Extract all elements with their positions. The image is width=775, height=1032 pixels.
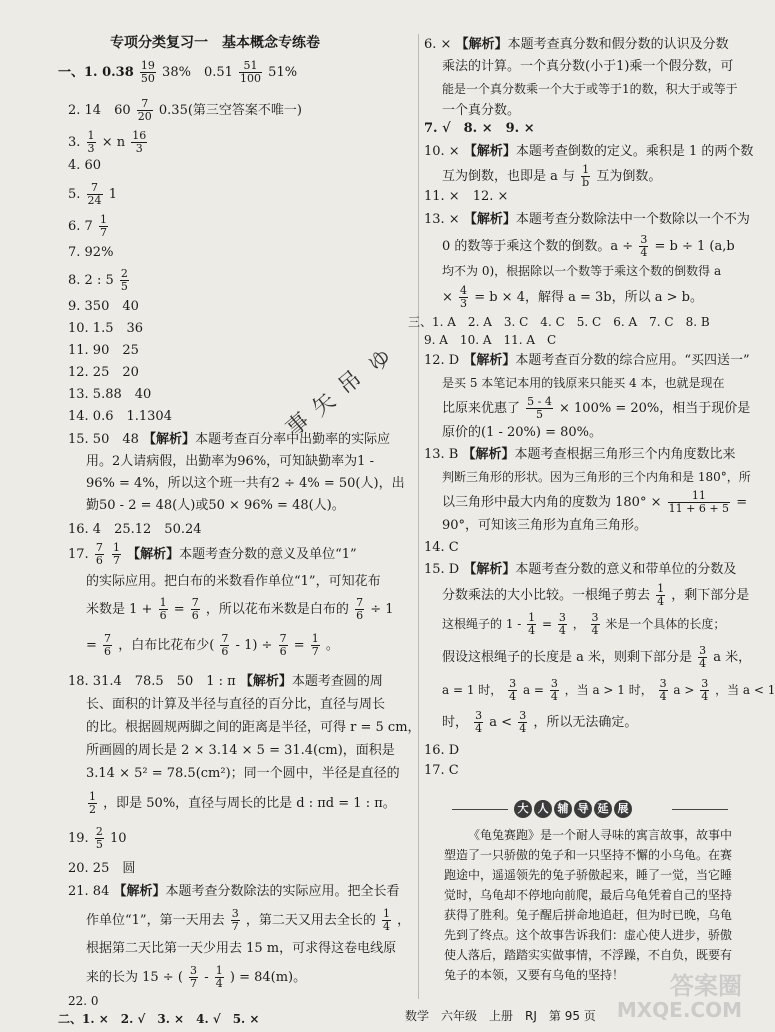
- handwriting-mark: ゆ: [363, 344, 397, 378]
- answer-12: 12. 25 20: [68, 365, 139, 380]
- answer-18-line: 的比。根据圆规两脚之间的距离是半径，可得 r = 5 cm，: [86, 720, 421, 735]
- answer-14: 14. 0.6 1.1304: [68, 409, 172, 424]
- answer-r6-line: 能是一个真分数乘一个大于或等于1的数，积大于或等于: [442, 82, 738, 96]
- section-2-answers: 二、1. × 2. √ 3. × 4. √ 5. ×: [58, 1012, 260, 1026]
- answer-r13b-line: 90°，可知该三角形为直角三角形。: [442, 518, 648, 533]
- section-3-answers-b: 9. A 10. A 11. A C: [424, 333, 557, 347]
- adviser-extension-header: [432, 800, 732, 818]
- answer-17: 17. $\frac{7}{6}$ $\frac{1}{7}$ 【解析】本题考查分数的意义及单位“1”: [68, 541, 357, 567]
- answer-20: 20. 25 圆: [68, 861, 136, 876]
- page-footer: 数学 六年级 上册 RJ 第 95 页: [405, 1009, 596, 1023]
- answer-r13-line: 0 的数等于乘这个数的倒数。a ÷ $\frac{3}{4}$ = b ÷ 1 (a,b: [442, 233, 735, 259]
- answer-15-line: 96% = 4%，所以这个班一共有2 ÷ 4% = 50(人)，出: [86, 476, 405, 491]
- answer-19: 19. $\frac{2}{5}$ 10: [68, 825, 127, 851]
- answer-r6-line: 一个真分数。: [442, 103, 521, 118]
- answer-r15: 15. D 【解析】本题考查分数的意义和带单位的分数及: [424, 562, 737, 577]
- answer-r15-line: 这根绳子的 1 - $\frac{1}{4}$ = $\frac{3}{4}$ ， $\frac{3}{4}$ 米是一个具体的长度；: [442, 611, 726, 637]
- answer-r14: 14. C: [424, 540, 459, 555]
- answer-r10: 10. × 【解析】本题考查倒数的定义。乘积是 1 的两个数: [424, 144, 754, 159]
- answer-18-line: 3.14 × 5² = 78.5(cm²)；同一个圆中，半径是直径的: [86, 766, 400, 781]
- handwriting-mark: 矢: [307, 388, 341, 422]
- answer-15-line: 用。2人请病假，出勤率为96%，可知缺勤率为1 -: [86, 454, 374, 469]
- answer-21-line: 根据第二天比第一天少用去 15 m，可求得这卷电线原: [86, 941, 397, 956]
- answer-r12-line: 是买 5 本笔记本用的钱原来只能买 4 本，也就是现在: [442, 376, 725, 390]
- answer-r13b-line: 以三角形中最大内角的度数为 180° × $\frac{11}{11 + 6 + 5}$ =: [442, 489, 748, 515]
- answer-r11-12: 11. × 12. ×: [424, 189, 509, 204]
- answer-r15-line: 假设这根绳子的长度是 a 米，则剩下部分是 $\frac{3}{4}$ a 米，: [442, 644, 752, 670]
- column-divider: [418, 34, 419, 999]
- watermark: 答案圈 MXQE.COM: [616, 972, 742, 1022]
- answer-11: 11. 90 25: [68, 343, 139, 358]
- header-rule: [672, 809, 728, 810]
- answer-17-line: 米数是 1 + $\frac{1}{6}$ = $\frac{7}{6}$ ，所以花布米数是白布的 $\frac{7}{6}$ ÷ 1: [86, 596, 394, 622]
- answer-21-line: 来的长为 15 ÷ ( $\frac{3}{7}$ - $\frac{1}{4}$ ) = 84(m)。: [86, 964, 307, 990]
- page-title: 专项分类复习一 基本概念专练卷: [110, 35, 320, 51]
- handwriting-mark: 事: [281, 408, 315, 442]
- section-3-answers-a: 三、1. A 2. A 3. C 4. C 5. C 6. A 7. C 8. B: [408, 315, 710, 329]
- adviser-title: 大 人 辅 导 延 展: [514, 800, 632, 818]
- answer-5: 5. $\frac{7}{24}$ 1: [68, 181, 117, 207]
- answer-22: 22. 0: [68, 994, 99, 1008]
- handwriting-mark: 吊: [333, 366, 367, 400]
- answer-r13-line: 均不为 0)，根据除以一个数等于乘这个数的倒数得 a: [442, 264, 722, 278]
- answer-6: 6. 7 $\frac{1}{7}$: [68, 213, 107, 239]
- answer-21-line: 作单位“1”，第一天用去 $\frac{3}{7}$ ，第二天又用去全长的 $\frac{1}{4}$ ，: [86, 907, 411, 933]
- answer-r10-line: 互为倒数，也即是 a 与 $\frac{1}{b}$ 互为倒数。: [442, 163, 662, 189]
- answer-r6-line: 乘法的计算。一个真分数(小于1)乘一个假分数，可: [442, 59, 734, 74]
- answer-18: 18. 31.4 78.5 50 1 : π 【解析】本题考查圆的周: [68, 674, 383, 689]
- answer-r13b-line: 判断三角形的形状。因为三角形的三个内角和是 180°，所: [442, 470, 751, 484]
- answer-r12-line: 比原来优惠了 $\frac{5 - 4}{5}$ × 100% = 20%，相当于现价是: [442, 395, 751, 421]
- answer-2: 2. 14 60 $\frac{7}{20}$ 0.35(第三空答案不唯一): [68, 97, 302, 123]
- answer-18-line: $\frac{1}{2}$ ，即是 50%，直径与周长的比是 d : πd = 1 : π。: [89, 790, 396, 816]
- header-rule: [452, 809, 508, 810]
- answer-17-line: = $\frac{7}{6}$ ，白布比花布少( $\frac{7}{6}$ - 1) ÷ $\frac{7}{6}$ = $\frac{1}{7}$ 。: [86, 632, 339, 658]
- answer-7: 7. 92%: [68, 245, 114, 260]
- answer-8: 8. 2 : 5 $\frac{2}{5}$: [68, 267, 128, 293]
- answer-17-line: 的实际应用。把白布的米数看作单位“1”，可知花布: [86, 574, 381, 589]
- answer-r6: 6. × 【解析】本题考查真分数和假分数的认识及分数: [424, 37, 729, 52]
- answer-r13b: 13. B 【解析】本题考查根据三角形三个内角度数比来: [424, 447, 736, 462]
- answer-18-line: 所画圆的周长是 2 × 3.14 × 5 = 31.4(cm)，面积是: [86, 743, 395, 758]
- story-paragraph: 《龟兔赛跑》是一个耐人寻味的寓言故事，故事中塑造了一只骄傲的兔子和一只坚持不懈的小乌龟。在赛跑途中，遥遥领先的兔子骄傲起来，睡了一觉，当它睡觉时，乌龟却不停地向前爬，最后乌龟凭着自己的坚持获得了胜利。兔子醒后拼命地追赶，但为时已晚，乌龟先到了终点。这个故事告诉我们：虚心使人进步，骄傲使人落后，踏踏实实做事情，不浮躁，不自负，既要有兔子的本领，又要有乌龟的坚持！: [444, 828, 733, 982]
- answer-16: 16. 4 25.12 50.24: [68, 522, 202, 537]
- answer-r12-line: 原价的(1 - 20%) = 80%。: [442, 425, 603, 440]
- answer-r13: 13. × 【解析】本题考查分数除法中一个数除以一个不为: [424, 212, 750, 227]
- answer-r17: 17. C: [424, 763, 459, 778]
- answer-15: 15. 50 48 【解析】本题考查百分率中出勤率的实际应: [68, 432, 391, 447]
- answer-r7-9: 7. √ 8. × 9. ×: [424, 121, 535, 136]
- answer-1-1: 一、1. 0.38 $\frac{19}{50}$ 38% 0.51 $\frac{51}{100}$ 51%: [58, 59, 298, 85]
- answer-9: 9. 350 40: [68, 299, 139, 314]
- answer-r15-line: 时， $\frac{3}{4}$ a < $\frac{3}{4}$ ，所以无法确定。: [442, 709, 638, 735]
- answer-r12: 12. D 【解析】本题考查百分数的综合应用。“买四送一”: [424, 353, 750, 368]
- answer-10: 10. 1.5 36: [68, 321, 144, 336]
- answer-21: 21. 84 【解析】本题考查分数除法的实际应用。把全长看: [68, 884, 400, 899]
- answer-13: 13. 5.88 40: [68, 387, 152, 402]
- answer-r16: 16. D: [424, 743, 460, 758]
- answer-3: 3. $\frac{1}{3}$ × n $\frac{16}{3}$: [68, 129, 147, 155]
- answer-18-line: 长、面积的计算及半径与直径的百分比，直径与周长: [86, 697, 386, 712]
- answer-r13-line: × $\frac{4}{3}$ = b × 4，解得 a = 3b，所以 a > b。: [442, 284, 703, 310]
- answer-r15-line: a = 1 时， $\frac{3}{4}$ a = $\frac{3}{4}$ ，当 a > 1 时， $\frac{3}{4}$ a > $\frac{3}{4}$ ，当 a < 1: [442, 677, 775, 703]
- answer-r15-line: 分数乘法的大小比较。一根绳子剪去 $\frac{1}{4}$ ，剩下部分是: [442, 582, 750, 608]
- answer-15-line: 勤50 - 2 = 48(人)或50 × 96% = 48(人)。: [86, 498, 345, 513]
- answer-4: 4. 60: [68, 158, 102, 173]
